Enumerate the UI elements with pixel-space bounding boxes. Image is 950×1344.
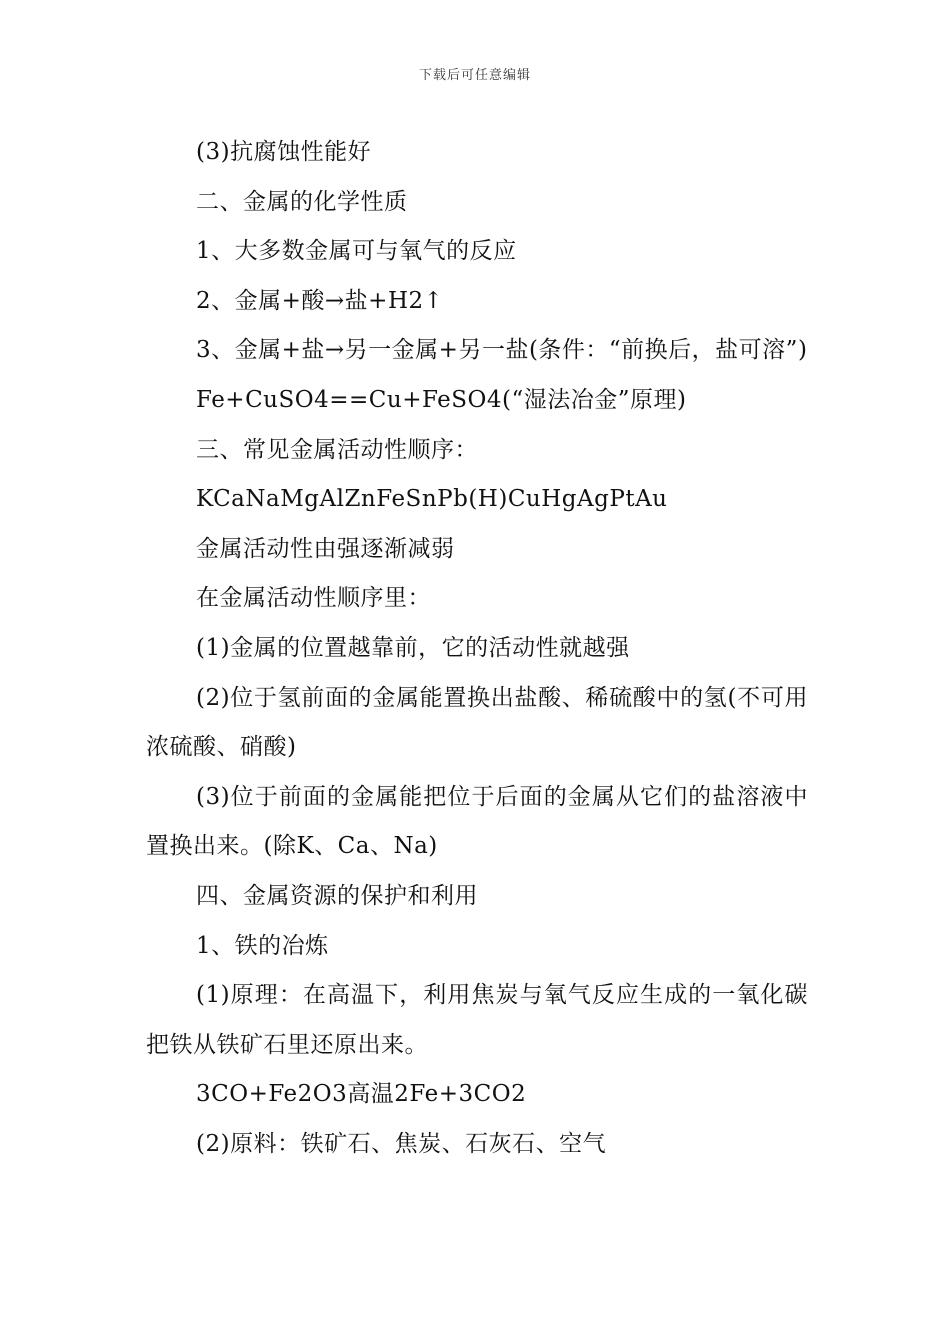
paragraph-activity-decrease: 金属活动性由强逐渐减弱 — [196, 535, 455, 562]
paragraph-wet-metallurgy: Fe+CuSO4==Cu+FeSO4(“湿法冶金”原理) — [196, 386, 687, 413]
paragraph-metal-acid: 2、金属+酸→盐+H2↑ — [196, 287, 444, 314]
heading-activity-series: 三、常见金属活动性顺序： — [196, 436, 478, 463]
paragraph-oxygen-reaction: 1、大多数金属可与氧气的反应 — [196, 238, 517, 265]
paragraph-rule-2: (2)位于氢前面的金属能置换出盐酸、稀硫酸中的氢(不可用浓硫酸、硝酸) — [146, 684, 808, 761]
heading-resource-protection: 四、金属资源的保护和利用 — [196, 882, 478, 909]
paragraph-smelting-equation: 3CO+Fe2O3高温2Fe+3CO2 — [196, 1081, 527, 1108]
paragraph-metal-salt: 3、金属+盐→另一金属+另一盐(条件：“前换后，盐可溶”) — [196, 337, 808, 364]
heading-iron-smelting: 1、铁的冶炼 — [196, 932, 329, 959]
page-header: 下载后可任意编辑 — [418, 68, 531, 83]
paragraph-rule-3: (3)位于前面的金属能把位于后面的金属从它们的盐溶液中置换出来。(除K、Ca、Na) — [146, 783, 808, 860]
heading-chemical-properties: 二、金属的化学性质 — [196, 188, 408, 215]
paragraph-raw-materials: (2)原料：铁矿石、焦炭、石灰石、空气 — [196, 1130, 607, 1157]
paragraph-in-series: 在金属活动性顺序里： — [196, 585, 431, 612]
paragraph-rule-1: (1)金属的位置越靠前，它的活动性就越强 — [196, 634, 630, 661]
paragraph-activity-series-list: KCaNaMgAlZnFeSnPb(H)CuHgAgPtAu — [196, 486, 668, 513]
paragraph-smelting-principle: (1)原理：在高温下，利用焦炭与氧气反应生成的一氧化碳把铁从铁矿石里还原出来。 — [146, 982, 808, 1058]
document-body — [146, 128, 808, 1169]
paragraph-corrosion-resistance: (3)抗腐蚀性能好 — [196, 139, 372, 165]
